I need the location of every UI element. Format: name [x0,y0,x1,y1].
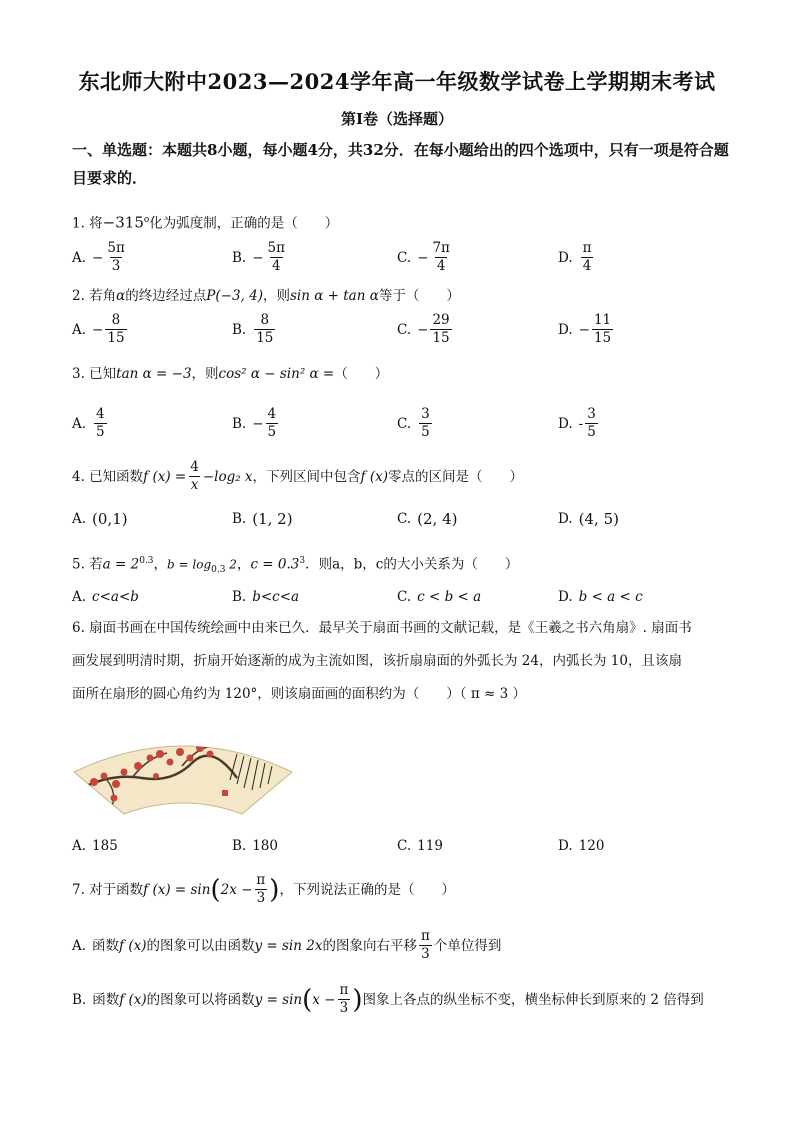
question-4 [72,459,523,494]
q2-option-a[interactable] [72,312,129,347]
q2-option-c[interactable] [397,312,454,347]
q1-text-b: 化为弧度制，正确的是（ ） [149,215,339,232]
q2-point: P(−3, 4) [206,288,263,304]
fraction-denominator: 15 [432,330,450,346]
option-label: B. [232,415,247,432]
option-fraction [105,240,126,275]
option-value: b<c<a [252,589,300,605]
q2-expr: sin α + tan α [290,288,379,304]
q7-option-a[interactable] [72,928,501,963]
q1-degree: o [143,215,150,225]
q7-option-b[interactable] [72,982,704,1017]
option-sign: - [578,415,584,432]
option-value: 185 [92,838,118,854]
option-sign: − [252,249,264,266]
option-label: C. [397,838,412,854]
option-label: D. [558,511,573,527]
q1-text-a: 1. 将 [72,215,103,232]
q5-b-base: 0.3 [211,565,226,576]
option-sign: − [92,249,104,266]
q6-option-b[interactable] [232,838,278,854]
option-label: C. [397,249,412,266]
fraction-numerator: π [256,872,266,888]
fraction-denominator: 4 [436,258,446,274]
q3-expr2: cos² α − sin² α = [218,366,335,382]
page-title: 东北师大附中2023—2024学年高一年级数学试卷上学期期末考试 [78,69,716,94]
q3-expr1: tan α = −3 [116,366,192,382]
q5-a: a = 2 [102,556,140,573]
blossom [187,755,194,762]
option-label: A. [72,511,87,527]
q7b-inner: x − [312,991,336,1008]
option-label: D. [558,249,573,266]
question-2 [72,287,460,305]
fraction-denominator: 5 [421,424,430,440]
option-value: 180 [252,838,278,854]
q5-c: c = 0.3 [250,556,300,573]
q7b-fx: f (x) [119,991,147,1008]
option-label: B. [232,249,247,266]
q5-text-c: ， [236,556,251,573]
q7a-text-d: 个单位得到 [433,937,502,954]
fraction-numerator: π [582,240,592,256]
q4-option-a[interactable] [72,510,128,528]
q1-option-a[interactable] [72,240,129,275]
q7b-text-b: 的图象可以将函数 [146,991,255,1008]
option-value: (4, 5) [578,510,619,528]
fraction-denominator: 5 [587,424,596,440]
option-label: A. [72,415,87,432]
q7-text-b: ，下列说法正确的是（ ） [279,881,455,898]
q7-text-a: 7. 对于函数 [72,881,144,898]
q3-text-c: （ ） [334,366,389,382]
q5-c-exponent: 3 [299,556,306,566]
blossom [153,773,159,779]
q1-option-d[interactable] [558,240,596,275]
q7b-text-c: 图象上各点的纵坐标不变，横坐标伸长到原来的 2 倍得到 [362,991,704,1008]
q7a-fraction [419,928,432,963]
q3-text-a: 3. 已知 [72,366,117,382]
q2-option-d[interactable] [558,312,615,347]
q3-option-d[interactable] [558,406,600,441]
fraction-numerator: 4 [190,459,199,475]
q2-text-c: ，则 [263,288,290,304]
q6-line-3: 面所在扇形的圆心角约为 120°，则该扇面画的面积约为（ ）（ π ≈ 3 ） [72,686,526,702]
fraction-denominator: 3 [111,258,121,274]
question-6 [72,612,722,711]
blossom [147,755,154,762]
option-label: D. [558,838,573,854]
fraction-numerator: 8 [260,312,270,328]
option-label: D. [558,321,573,338]
q5-option-d[interactable] [558,589,643,605]
q2-option-b[interactable] [232,312,277,347]
q7-fx: f (x) = sin [143,881,211,898]
fraction-numerator: 8 [111,312,121,328]
q5-option-c[interactable] [397,589,481,605]
option-label: C. [397,511,412,527]
fraction-denominator: x [190,477,199,493]
option-value: 119 [417,838,443,854]
left-paren: ( [210,874,221,905]
option-fraction [430,240,451,275]
folding-fan-painting [72,718,294,816]
q6-option-d[interactable] [558,838,604,854]
option-fraction [94,406,107,441]
q3-option-c[interactable] [397,406,434,441]
q6-line-2: 画发展到明清时期，折扇开始逐渐的成为主流如图，该折扇扇面的外弧长为 24，内弧长为 10，且该扇 [72,653,682,669]
q2-text-d: 等于（ ） [378,288,460,304]
q1-option-b[interactable] [232,240,289,275]
fraction-numerator: 7π [432,240,450,256]
option-sign: − [92,321,104,338]
fraction-denominator: 4 [271,258,281,274]
option-label: A. [72,321,87,338]
q7-fraction [254,872,267,907]
page-subtitle: 第Ⅰ卷（选择题） [340,110,454,128]
option-label: C. [397,589,412,605]
fraction-numerator: π [339,982,349,998]
fraction-denominator: 4 [582,258,592,274]
fraction-numerator: 3 [587,406,596,422]
option-label: D. [558,415,573,432]
q2-text-a: 2. 若角 [72,288,117,304]
blossom [90,778,98,786]
q5-text-d: ．则a，b，c的大小关系为（ ） [305,556,519,573]
option-label: D. [558,589,573,605]
fraction-denominator: 5 [96,424,105,440]
blossom [207,751,214,758]
blossom [176,748,184,756]
q3-option-a[interactable] [72,406,109,441]
option-fraction [105,312,126,347]
option-value: c < b < a [417,589,482,605]
blossom [121,769,128,776]
blossom [111,795,118,802]
option-fraction [419,406,432,441]
q4-option-b[interactable] [232,510,293,528]
q7a-fx: f (x) [119,937,147,954]
option-label: C. [397,321,412,338]
option-label: B. [232,511,247,527]
option-value: (0,1) [92,510,128,528]
option-label: A. [72,937,87,954]
fraction-numerator: 4 [267,406,277,422]
option-value: b < a < c [578,589,643,605]
fraction-denominator: 15 [256,330,274,346]
q4-text-c: 零点的区间是（ ） [387,468,523,485]
fraction-denominator: 15 [593,330,612,346]
question-1 [72,211,338,233]
q3-text-b: ，则 [191,366,219,382]
option-label: A. [72,838,87,854]
option-label: A. [72,249,87,266]
option-value: c<a<b [92,589,139,605]
option-sign: − [252,415,264,432]
q7b-text-a: 函数 [92,991,120,1008]
blossom [134,762,142,770]
q7b-expr: y = sin [254,991,303,1008]
q4-fx2: f (x) [360,468,388,485]
option-fraction [585,406,598,441]
option-fraction [266,406,279,441]
fraction-denominator: 3 [339,1000,349,1016]
option-fraction [592,312,613,347]
fraction-denominator: 15 [107,330,125,346]
q5-b-tail: 2 [225,557,237,572]
option-sign: − [417,321,429,338]
fraction-numerator: 11 [593,312,612,328]
option-value: (1, 2) [252,510,293,528]
q2-text-b: 的终边经过点 [125,288,207,304]
q5-option-b[interactable] [232,589,299,605]
fraction-denominator: 5 [267,424,277,440]
blossom [112,780,120,788]
option-value: 120 [578,838,605,854]
q6-option-c[interactable] [397,838,443,854]
fraction-numerator: 5π [267,240,285,256]
q4-fx: f (x) = [143,468,187,485]
blossom [101,773,108,780]
q7b-fraction [338,982,351,1017]
q5-b: b = log [167,557,212,572]
fan-seal [222,790,228,796]
fraction-denominator: 3 [256,890,266,906]
option-fraction [266,240,287,275]
option-fraction [430,312,451,347]
q4-expr: −log₂ x [202,468,253,485]
q3-option-b[interactable] [232,406,280,441]
option-value: (2, 4) [417,510,458,528]
q7-inner: 2x − [220,881,253,898]
q7a-text-a: 函数 [92,937,120,954]
option-fraction [581,240,594,275]
q4-option-d[interactable] [558,510,619,528]
q7a-text-c: 的图象向右平移 [322,937,417,954]
q4-text-b: ，下列区间中包含 [252,468,361,485]
blossom [156,750,164,758]
option-sign: − [578,321,590,338]
section-heading: 一、单选题：本题共8小题，每小题4分，共32分．在每小题给出的四个选项中，只有一项是符合题目要求的． [72,141,729,187]
question-5 [72,552,518,579]
q7a-expr: y = sin 2x [254,937,323,954]
fraction-numerator: 3 [421,406,430,422]
q1-option-c[interactable] [397,240,454,275]
option-label: A. [72,589,87,605]
q4-text-a: 4. 已知函数 [72,468,144,485]
question-7 [72,872,455,907]
option-sign: − [417,249,429,266]
question-3 [72,365,388,383]
fraction-numerator: 4 [96,406,105,422]
right-paren: ) [269,874,280,905]
option-label: B. [232,589,247,605]
fraction-numerator: 29 [432,312,450,328]
option-label: C. [397,415,412,432]
q2-alpha: α [116,288,126,304]
q5-a-exponent: 0.3 [139,556,154,566]
fraction-numerator: 5π [107,240,125,256]
left-paren: ( [302,984,313,1015]
option-label: B. [72,991,87,1008]
q1-expr: −315 [102,213,144,232]
q4-option-c[interactable] [397,510,457,528]
q5-option-a[interactable] [72,589,139,605]
fraction-denominator: 3 [421,946,430,962]
option-label: B. [232,838,247,854]
blossom [167,759,174,766]
right-paren: ) [352,984,363,1015]
q5-text-b: ， [153,556,168,573]
option-fraction [254,312,275,347]
q5-text-a: 5. 若 [72,556,103,573]
blossom [196,744,204,752]
fraction-numerator: π [420,928,430,944]
option-label: B. [232,321,247,338]
q4-fraction [188,459,201,494]
q6-option-a[interactable] [72,838,118,854]
q7a-text-b: 的图象可以由函数 [146,937,255,954]
q6-line-1: 6. 扇面书画在中国传统绘画中由来已久．最早关于扇面书画的文献记载，是《王羲之书六角扇》. 扇面书 [72,620,692,636]
